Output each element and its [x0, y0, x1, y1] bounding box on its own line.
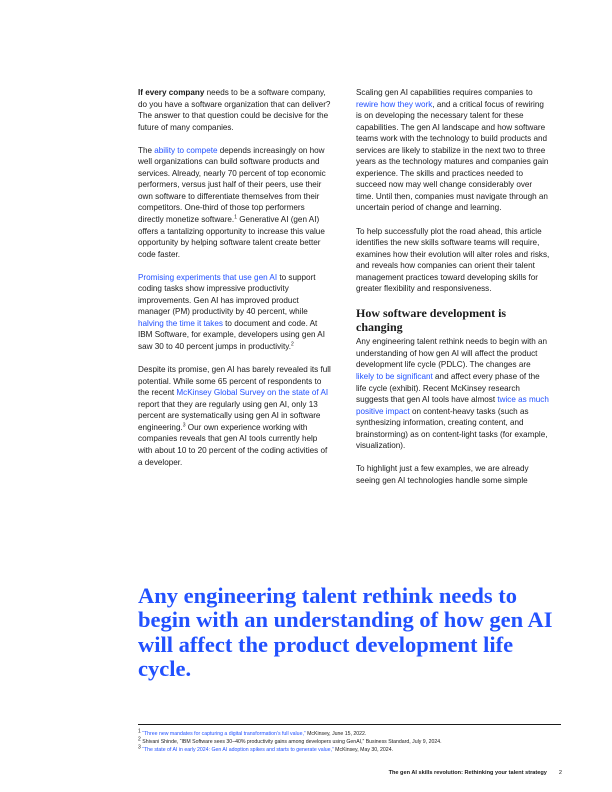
footnote-3: $^3$ “The state of AI in early 2024: Gen AI adoption spikes and starts to generate value,” McKinsey, May 30, 2024. — [138, 744, 394, 754]
intro-paragraph: If every company needs to be a software company, do you have a software organization that can deliver? The answer to that question could be decisive for the future of many companies. — [138, 88, 331, 132]
right-column — [356, 87, 550, 498]
likely-significant-link[interactable]: likely to be significant — [356, 372, 433, 382]
footnote-ref-1[interactable]: 1 — [234, 214, 237, 221]
footnote-1-link[interactable]: “Three new mandates for capturing a digital transformation’s full value,” — [142, 731, 306, 737]
page-number: 2 — [558, 770, 562, 776]
mckinsey-survey-link[interactable]: McKinsey Global Survey on the state of AI — [176, 388, 329, 398]
halving-time-link[interactable]: halving the time it takes — [138, 318, 223, 328]
rewire-how-they-work-link[interactable]: rewire how they work — [356, 99, 433, 109]
paragraph: The ability to compete depends increasingly on how well organizations can build software products and services. Already, nearly 70 percent of top economic performers, versus just half of their peers, use their own software to differentiate themselves from their competitors. One-third of those top performers directly monetize software.$^1$ Generative AI (gen AI) offers a tantalizing opportunity to increase this value opportunity by helping software talent create better code faster. — [138, 145, 326, 259]
twice-positive-impact-link[interactable]: twice as much positive impact — [356, 395, 549, 416]
lead-in: If every company — [138, 88, 205, 97]
paragraph: To highlight just a few examples, we are already seeing gen AI technologies handle some simple — [356, 464, 529, 485]
paragraph: Promising experiments that use gen AI to support coding tasks show impressive productivity improvements. Gen AI has improved product manager (PM) productivity by 40 percent, while halving the time it takes to document and code. At IBM Software, for example, developers using gen AI saw 30 to 40 percent jumps in productivity.$^2$ — [138, 272, 325, 352]
paragraph: To help successfully plot the road ahead, this article identifies the new skills software teams will require, examines how their evolution will alter roles and risks, and reveals how companies can orient their talent management practices toward developing skills for greater flexibility and responsiveness. — [356, 226, 550, 294]
footnote-3-link[interactable]: “The state of AI in early 2024: Gen AI adoption spikes and starts to generate value,” — [142, 747, 334, 754]
footnote-divider — [138, 724, 561, 725]
paragraph: Any engineering talent rethink needs to begin with an understanding of how gen AI will affect the product development life cycle (PDLC). The changes are likely to be significant and affect every phase of the life cycle (exhibit). Recent McKinsey research suggests that gen AI tools have almost twice as much positive impact on content-heavy tasks (such as synthesizing information, creating content, and brainstorming) as on content-light tasks (for example, visualization). — [356, 337, 549, 451]
paragraph: Despite its promise, gen AI has barely revealed its full potential. While some 65 percent of respondents to the recent McKinsey Global Survey on the state of AI report that they are regularly using gen AI, only 13 percent are systematically using gen AI in software engineering.$^3$ Our own experience working with companies reveals that gen AI tools currently help with about 10 to 20 percent of the coding activities of a developer. — [138, 365, 331, 467]
footnote-ref-2[interactable]: 2 — [290, 341, 294, 348]
footer-title: The gen AI skills revolution: Rethinking your talent strategy — [388, 770, 547, 776]
pull-quote: Any engineering talent rethink needs to begin with an understanding of how gen AI will affect the product development life cycle. — [138, 583, 553, 682]
footnote-2: $^2$ Shivani Shinde, “IBM Software sees 30–40% productivity gains among developers using GenAI,” Business Standard, July 9, 2024. — [138, 736, 442, 746]
ability-to-compete-link[interactable]: ability to compete — [154, 145, 218, 155]
section-heading: How software development is changing — [356, 306, 507, 335]
page-footer — [340, 770, 562, 776]
footnotes — [138, 730, 568, 755]
promising-experiments-link[interactable]: Promising experiments that use gen AI — [138, 272, 278, 282]
footnote-ref-3[interactable]: 3 — [182, 422, 186, 429]
paragraph: Scaling gen AI capabilities requires companies to rewire how they work, and a critical focus of rewiring is on developing the necessary talent for these capabilities. The gen AI landscape and how software teams work with the technology to build products and services are likely to stabilize in the next two to three years as the technology matures and companies gain experience. The skills and practices needed to succeed now may well change considerably over time. Until then, companies must navigate through an uncertain period of change and learning. — [356, 88, 549, 213]
footnote-1: $^1$ “Three new mandates for capturing a digital transformation’s full value,” McKinsey, June 15, 2022. — [138, 728, 367, 737]
left-column — [138, 87, 332, 480]
